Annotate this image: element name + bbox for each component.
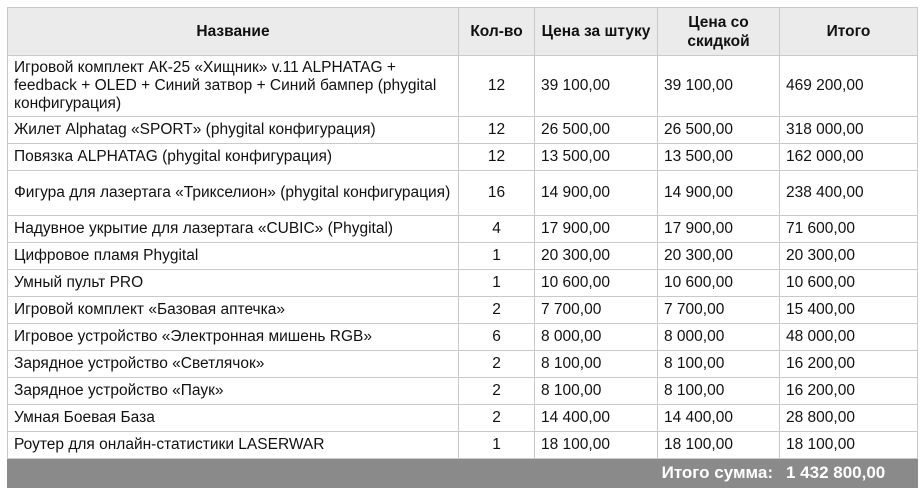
cell-discount-price: 10 600,00 [658,270,780,297]
table-row [8,432,918,459]
cell-qty: 1 [459,243,535,270]
cell-qty: 16 [459,171,535,216]
cell-qty: 2 [459,405,535,432]
cell-discount-price: 14 900,00 [658,171,780,216]
table-row [8,351,918,378]
table-row [8,324,918,351]
cell-name: Роутер для онлайн-статистики LASERWAR [8,432,459,459]
table-row [8,243,918,270]
table-row [8,117,918,144]
cell-name: Надувное укрытие для лазертага «CUBIC» (Phygital) [8,216,459,243]
table-header-row [8,8,918,56]
cell-total: 238 400,00 [780,171,918,216]
cell-qty: 6 [459,324,535,351]
cell-discount-price: 26 500,00 [658,117,780,144]
cell-qty: 1 [459,270,535,297]
table-row [8,171,918,216]
cell-discount-price: 7 700,00 [658,297,780,324]
header-discount-price [658,8,780,56]
cell-total: 28 800,00 [780,405,918,432]
cell-name: Умная Боевая База [8,405,459,432]
cell-name: Игровое устройство «Электронная мишень RGB» [8,324,459,351]
cell-qty: 12 [459,144,535,171]
cell-price: 20 300,00 [535,243,658,270]
cell-price: 14 900,00 [535,171,658,216]
cell-total: 318 000,00 [780,117,918,144]
cell-name: Игровой комплект АК-25 «Хищник» v.11 ALPHATAG + feedback + OLED + Синий затвор + Синий бампер (phygital конфигурация) [8,56,459,117]
cell-qty: 12 [459,117,535,144]
cell-discount-price: 39 100,00 [658,56,780,117]
cell-qty: 2 [459,378,535,405]
cell-discount-price: 17 900,00 [658,216,780,243]
cell-total: 48 000,00 [780,324,918,351]
summary-value: 1 432 800,00 [780,459,918,488]
header-name: Название [8,8,459,56]
cell-total: 162 000,00 [780,144,918,171]
cell-price: 18 100,00 [535,432,658,459]
cell-name: Цифровое пламя Phygital [8,243,459,270]
cell-price: 8 100,00 [535,378,658,405]
header-discount-line2: скидкой [687,32,750,50]
cell-discount-price: 8 100,00 [658,378,780,405]
table-row [8,144,918,171]
cell-name: Жилет Alphatag «SPORT» (phygital конфигурация) [8,117,459,144]
cell-qty: 1 [459,432,535,459]
cell-discount-price: 20 300,00 [658,243,780,270]
cell-price: 26 500,00 [535,117,658,144]
cell-discount-price: 18 100,00 [658,432,780,459]
cell-price: 7 700,00 [535,297,658,324]
header-total: Итого [780,8,918,56]
cell-qty: 12 [459,56,535,117]
cell-price: 13 500,00 [535,144,658,171]
cell-price: 17 900,00 [535,216,658,243]
cell-total: 16 200,00 [780,351,918,378]
order-table [7,7,918,488]
cell-name: Фигура для лазертага «Трикселион» (phygital конфигурация) [8,171,459,216]
cell-discount-price: 14 400,00 [658,405,780,432]
summary-label: Итого сумма: [8,459,780,488]
header-discount-line1: Цена со [688,13,749,31]
cell-discount-price: 8 100,00 [658,351,780,378]
cell-price: 14 400,00 [535,405,658,432]
table-row [8,378,918,405]
cell-name: Зарядное устройство «Паук» [8,378,459,405]
cell-total: 10 600,00 [780,270,918,297]
cell-name: Повязка ALPHATAG (phygital конфигурация) [8,144,459,171]
cell-total: 15 400,00 [780,297,918,324]
cell-name: Зарядное устройство «Светлячок» [8,351,459,378]
cell-price: 39 100,00 [535,56,658,117]
header-qty: Кол-во [459,8,535,56]
cell-price: 8 000,00 [535,324,658,351]
cell-qty: 2 [459,351,535,378]
header-price: Цена за штуку [535,8,658,56]
summary-row [8,459,918,488]
table-row [8,56,918,117]
cell-total: 20 300,00 [780,243,918,270]
cell-name: Игровой комплект «Базовая аптечка» [8,297,459,324]
table-row [8,405,918,432]
cell-name: Умный пульт PRO [8,270,459,297]
cell-price: 8 100,00 [535,351,658,378]
cell-total: 71 600,00 [780,216,918,243]
cell-discount-price: 8 000,00 [658,324,780,351]
table-row [8,216,918,243]
cell-qty: 2 [459,297,535,324]
table-row [8,297,918,324]
cell-price: 10 600,00 [535,270,658,297]
cell-discount-price: 13 500,00 [658,144,780,171]
cell-qty: 4 [459,216,535,243]
order-table-container [7,7,917,488]
cell-total: 469 200,00 [780,56,918,117]
cell-total: 16 200,00 [780,378,918,405]
cell-total: 18 100,00 [780,432,918,459]
table-row [8,270,918,297]
